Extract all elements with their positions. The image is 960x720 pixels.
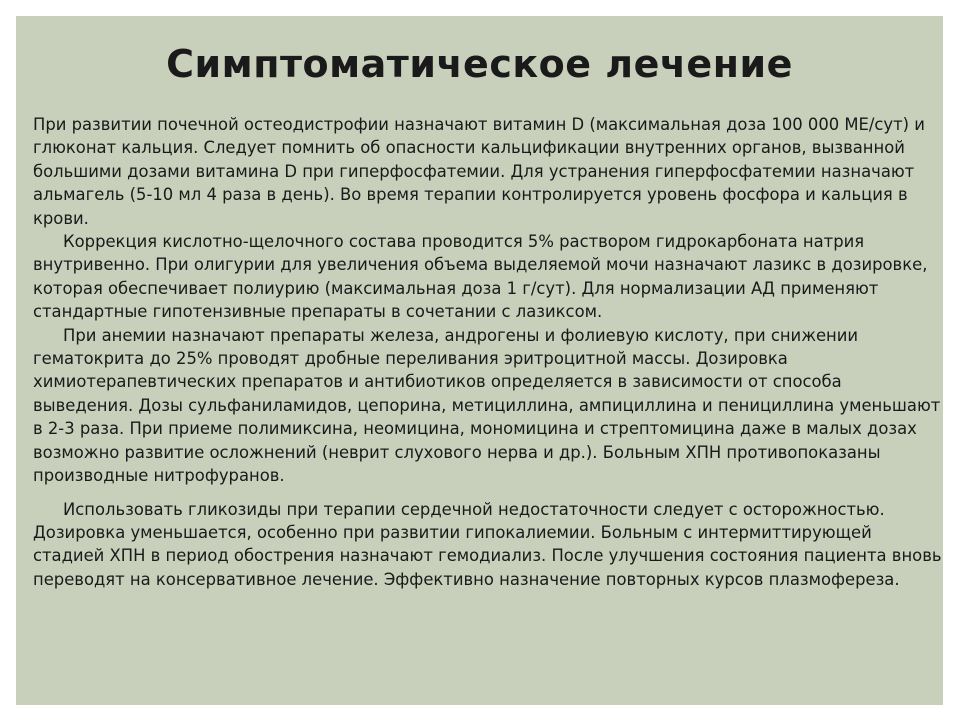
paragraph-anemia: При анемии назначают препараты железа, андрогены и фолиевую кислоту, при снижении гематокрита до 25% проводят дробные переливания эритроцитной массы. Дозировка химиотерапевтических препаратов и антибиотиков определяется в зависимости от способа выведения. Дозы сульфаниламидов, цепорина, метициллина, ампициллина и пенициллина уменьшают в 2-3 раза. При приеме полимиксина, неомицина, мономицина и стрептомицина даже в малых дозах возможно развитие осложнений (неврит слухового нерва и др.). Больным ХПН противопоказаны производные нитрофуранов. — [33, 325, 941, 486]
paragraph-acid-base: Коррекция кислотно-щелочного состава проводится 5% раствором гидрокарбоната натрия внутривенно. При олигурии для увеличения объема выделяемой мочи назначают лазикс в дозировке, которая обеспечивает полиурию (максимальная доза 1 г/сут). Для нормализации АД применяют стандартные гипотензивные препараты в сочетании с лазиксом. — [33, 232, 928, 322]
slide-body — [33, 113, 943, 591]
paragraph-glycosides: Использовать гликозиды при терапии сердечной недостаточности следует с осторожностью. Дозировка уменьшается, особенно при развитии гипокалиемии. Больным с интермиттирующей стадией ХПН в период обострения назначают гемодиализ. После улучшения состояния пациента вновь переводят на консервативное лечение. Эффективно назначение повторных курсов плазмофереза. — [33, 499, 942, 589]
slide — [16, 16, 943, 705]
slide-title: Симптоматическое лечение — [166, 42, 793, 86]
paragraph-osteodystrophy: При развитии почечной остеодистрофии назначают витамин D (максимальная доза 100 000 МЕ/сут) и глюконат кальция. Следует помнить об опасности кальцификации внутренних органов, вызванной большими дозами витамина D при гиперфосфатемии. Для устранения гиперфосфатемии назначают альмагель (5-10 мл 4 раза в день). Во время терапии контролируется уровень фосфора и кальция в крови. — [33, 115, 925, 228]
